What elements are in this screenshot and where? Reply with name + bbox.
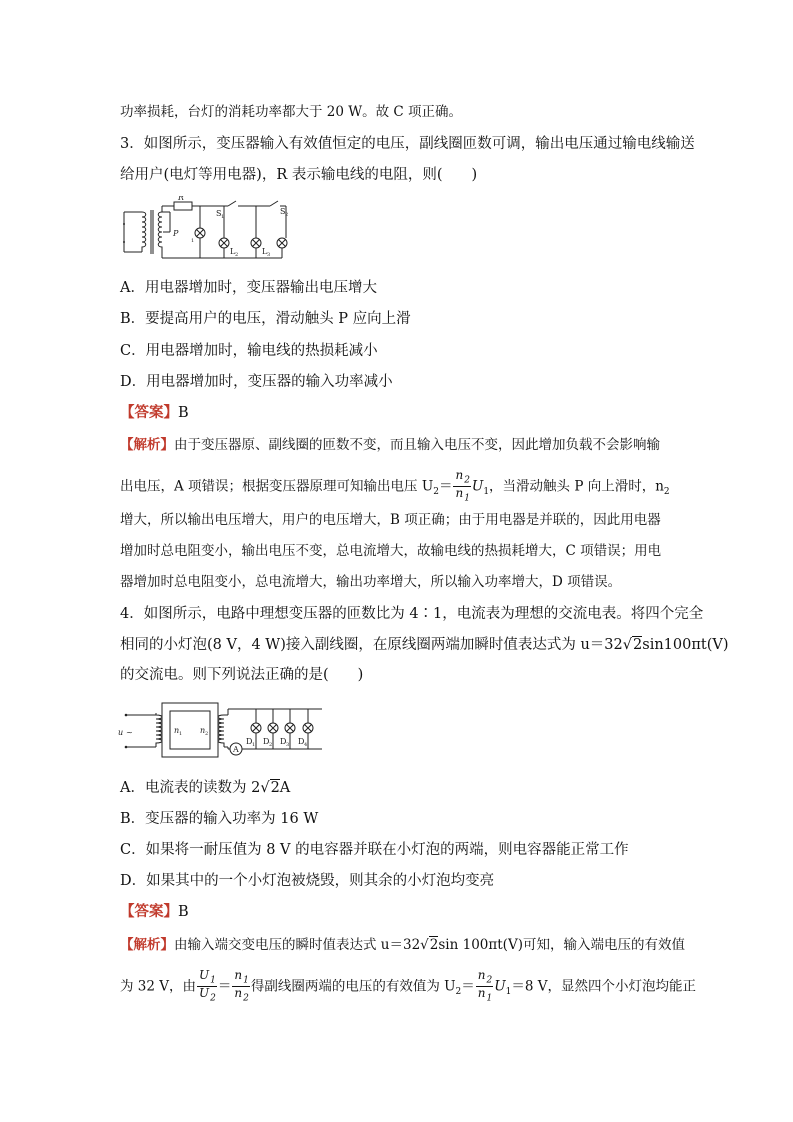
option-3A: A．用电器增加时，变压器输出电压增大 (120, 280, 377, 296)
label-D4: D (298, 737, 305, 746)
analysis-3-line-1 (120, 435, 660, 455)
option-3D: D．用电器增加时，变压器的输入功率减小 (120, 374, 393, 390)
analysis-4-line-2 (120, 969, 696, 1005)
option-4D: D．如果其中的一个小灯泡被烧毁，则其余的小灯泡均变亮 (120, 873, 495, 889)
analysis-text: ，当滑动触头 P 向上滑时，n (489, 478, 664, 495)
analysis-tag: 【解析】 (120, 437, 174, 453)
question-3-stem-cont: 给用户(电灯等用电器)，R 表示输电线的电阻，则( ) (120, 167, 478, 183)
label-D1: D (246, 737, 253, 746)
label-L3-sub: 3 (267, 252, 271, 258)
label-P: P (173, 229, 179, 238)
label-S2: S (280, 207, 286, 216)
sqrt-value: 2 (429, 937, 439, 953)
answer-4 (120, 902, 189, 922)
analysis-text: 由输入端交变电压的瞬时值表达式 u＝32 (174, 937, 421, 953)
equals: ＝ (438, 478, 453, 495)
label-L3: L (262, 247, 268, 256)
label-D3-sub: 3 (286, 742, 290, 748)
circuit-diagram-q3 (120, 196, 290, 266)
option-4B: B．变压器的输入功率为 16 W (120, 811, 319, 827)
label-D1-sub: 1 (252, 742, 256, 748)
analysis-3-line-5: 器增加时总电阻变小，总电流增大，输出功率增大，所以输入功率增大，D 项错误。 (120, 574, 622, 590)
ammeter-label: A (233, 745, 239, 754)
circuit-diagram-q4 (118, 697, 328, 767)
option-text: A．电流表的读数为 2 (120, 780, 261, 796)
analysis-text: 由于变压器原、副线圈的匝数不变，而且输入电压不变，因此增加负载不会影响输 (174, 437, 660, 453)
label-L2: L (230, 247, 236, 256)
var-U: U (471, 478, 484, 495)
label-L2-sub: 2 (235, 252, 239, 258)
answer-tag: 【答案】 (120, 903, 178, 920)
label-n2: n (200, 726, 206, 735)
label-D2: D (263, 737, 270, 746)
sqrt-value: 2 (633, 637, 643, 653)
sqrt-symbol: √ (260, 780, 270, 796)
sqrt-symbol: √ (420, 937, 429, 953)
analysis-text: ＝8 V，显然四个小灯泡均能正 (511, 978, 696, 995)
subscript: 1 (483, 487, 490, 498)
label-n2-sub: 2 (205, 731, 209, 737)
fraction-n2-n1: $\frac{n_2}{n_1}$ (477, 968, 493, 1004)
option-3C: C．用电器增加时，输电线的热损耗减小 (120, 343, 378, 359)
label-D3: D (280, 737, 287, 746)
stem-text: 相同的小灯泡(8 V，4 W)接入副线圈，在原线圈两端加瞬时值表达式为 u＝32 (120, 637, 623, 653)
label-S2-sub: 2 (285, 212, 289, 218)
analysis-text: 为 32 V，由 (120, 978, 197, 995)
analysis-4-line-1 (120, 935, 685, 955)
analysis-tag: 【解析】 (120, 937, 174, 953)
answer-3 (120, 403, 189, 423)
label-u: u (118, 728, 124, 737)
subscript: 2 (433, 487, 439, 498)
question-4-stem-cont (120, 635, 729, 655)
subscript: 2 (663, 487, 670, 498)
answer-value: B (178, 904, 189, 920)
answer-tag: 【答案】 (120, 404, 178, 421)
option-4A (120, 778, 290, 798)
question-4-stem: 4．如图所示，电路中理想变压器的匝数比为 4∶1，电流表为理想的交流电表。将四个完全 (120, 606, 704, 622)
label-R: R (178, 196, 185, 202)
analysis-text: sin 100πt(V)可知，输入端电压的有效值 (438, 937, 685, 953)
subscript: 1 (505, 987, 512, 998)
label-D2-sub: 2 (269, 742, 273, 748)
label-S1: S (216, 209, 222, 218)
fraction-U1-U2: $\frac{U_1}{U_2}$ (199, 968, 216, 1004)
answer-value: B (178, 405, 189, 421)
label-n1-sub: 1 (179, 731, 183, 737)
analysis-3-line-2 (120, 469, 670, 505)
analysis-text: 得副线圈两端的电压的有效值为 U (250, 978, 456, 995)
equals: ＝ (217, 978, 232, 995)
fraction-n2-n1: $\frac{n_2}{n_1}$ (455, 468, 470, 504)
sqrt-symbol: √ (622, 637, 633, 653)
var-U: U (494, 978, 506, 995)
subscript: 2 (455, 987, 462, 998)
option-3B: B．要提高用户的电压，滑动触头 P 应向上滑 (120, 311, 411, 327)
option-4C: C．如果将一耐压值为 8 V 的电容器并联在小灯泡的两端，则电容器能正常工作 (120, 842, 629, 858)
equals: ＝ (461, 978, 475, 995)
question-3-stem: 3．如图所示，变压器输入有效值恒定的电压，副线圈匝数可调，输出电压通过输电线输送 (120, 136, 695, 152)
stem-text: sin100πt(V) (642, 637, 729, 653)
option-unit: A (279, 780, 291, 796)
analysis-3-line-3: 增大，所以输出电压增大，用户的电压增大，B 项正确；由于用电器是并联的，因此用电器 (120, 512, 661, 528)
analysis-3-line-4: 增加时总电阻变小，输出电压不变，总电流增大，故输电线的热损耗增大，C 项错误；用电 (120, 543, 662, 559)
analysis-text: 出电压，A 项错误；根据变压器原理可知输出电压 U (120, 478, 434, 495)
label-n1: n (174, 726, 180, 735)
question-4-stem-end: 的交流电。则下列说法正确的是( ) (120, 667, 364, 683)
label-S1-sub: 1 (221, 214, 225, 220)
text-line: 功率损耗，台灯的消耗功率都大于 20 W。故 C 项正确。 (120, 104, 463, 120)
label-D4-sub: 4 (304, 742, 308, 748)
label-L1-sub: 1 (191, 238, 195, 244)
tilde-symbol: ~ (126, 728, 133, 737)
fraction-n1-n2: $\frac{n_1}{n_2}$ (234, 968, 249, 1004)
sqrt-value: 2 (270, 780, 280, 796)
